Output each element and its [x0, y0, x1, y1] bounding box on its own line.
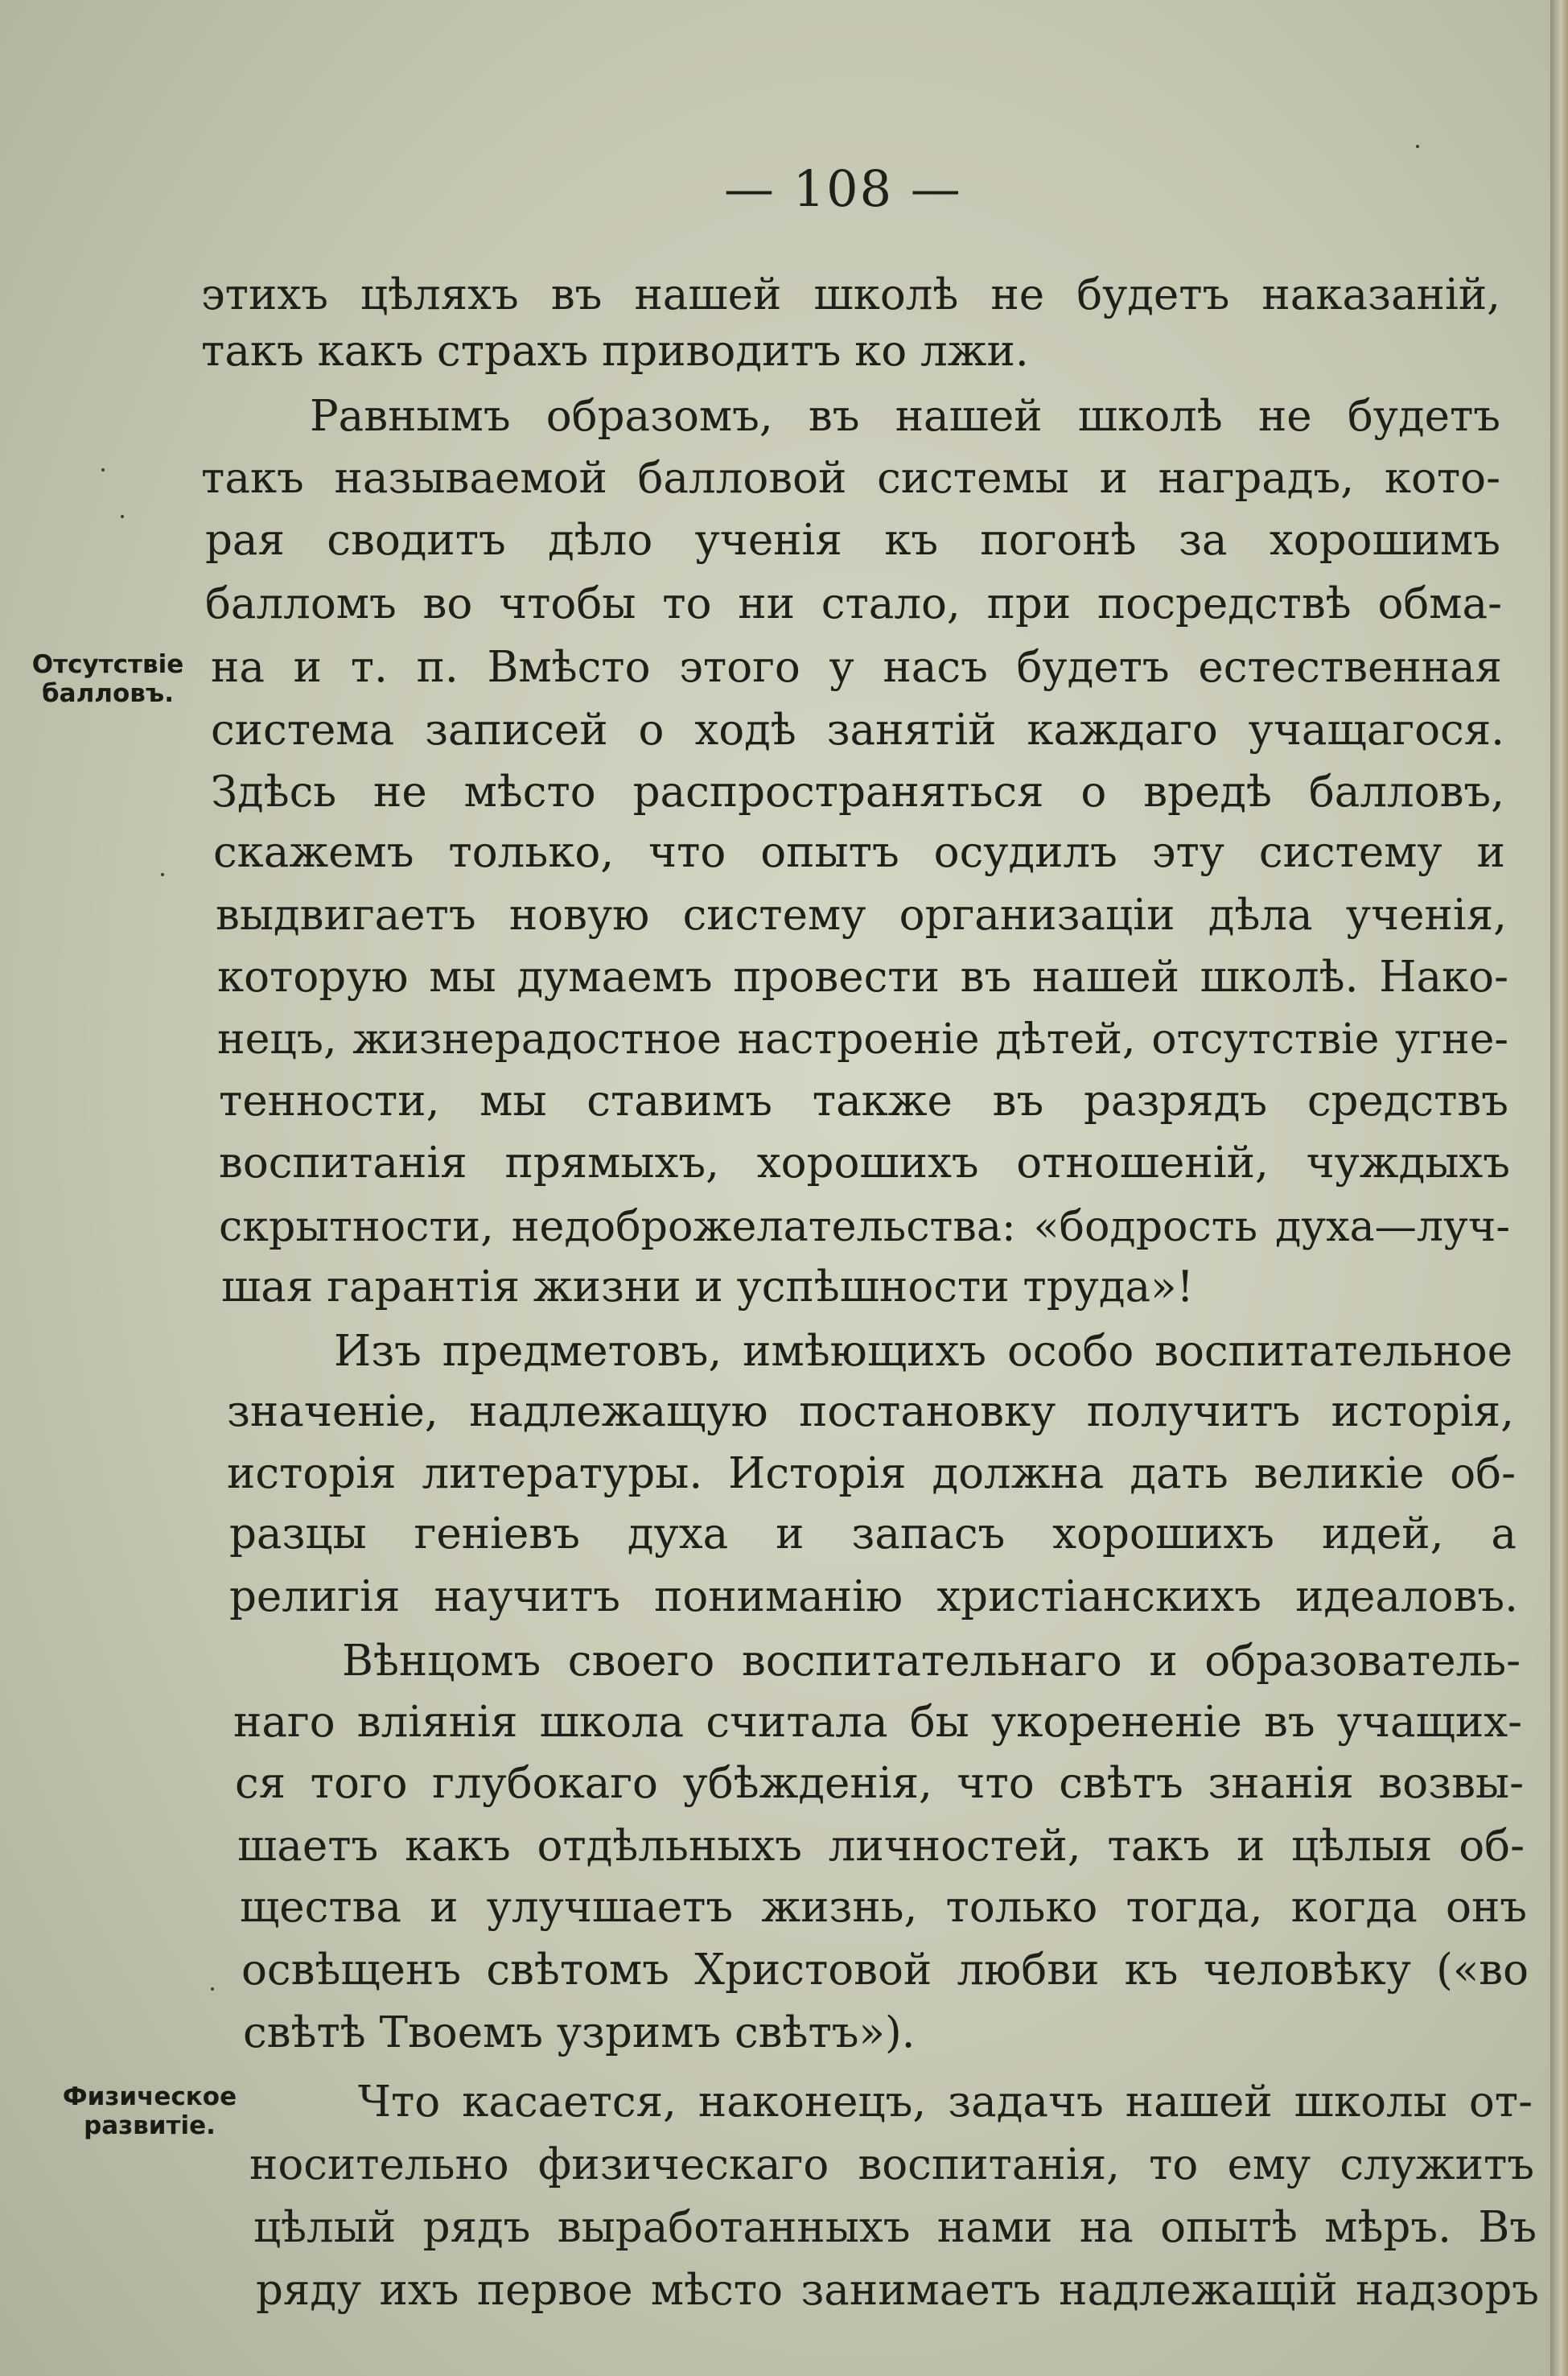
- text-line: исторія литературы. Исторія должна дать великіе об-: [227, 1449, 1516, 1498]
- text-line: которую мы думаемъ провести въ нашей школѣ. Нако-: [217, 953, 1508, 1002]
- paper-speck: [1416, 145, 1419, 148]
- text-line: Изъ предметовъ, имѣющихъ особо воспитательное: [334, 1327, 1512, 1376]
- paper-speck: [101, 468, 105, 471]
- text-line: цѣлый рядъ выработанныхъ нами на опытѣ мѣръ. Въ: [253, 2203, 1537, 2252]
- text-line: свѣтѣ Твоемъ узримъ свѣтъ»).: [243, 2008, 916, 2057]
- margin-note-line: развитіе.: [84, 2111, 216, 2140]
- text-line: шаетъ какъ отдѣльныхъ личностей, такъ и цѣлыя об-: [237, 1822, 1525, 1871]
- text-line: наго вліянія школа считала бы укорененіе въ учащих-: [233, 1698, 1522, 1747]
- paper-speck: [211, 1987, 214, 1991]
- text-line: ряду ихъ первое мѣсто занимаетъ надлежащій надзоръ: [256, 2266, 1539, 2315]
- text-line: нецъ, жизнерадостное настроеніе дѣтей, отсутствіе угне-: [217, 1015, 1508, 1064]
- margin-note-grades: [23, 650, 193, 708]
- text-line: ся того глубокаго убѣжденія, что свѣтъ знанія возвы-: [235, 1759, 1524, 1808]
- text-line: такъ называемой балловой системы и наградъ, кото-: [201, 454, 1500, 503]
- text-line: выдвигаетъ новую систему организаціи дѣла ученія,: [216, 891, 1507, 940]
- page-number: — 108 —: [724, 159, 962, 218]
- text-line: скажемъ только, что опытъ осудилъ эту систему и: [213, 828, 1505, 877]
- text-line: воспитанія прямыхъ, хорошихъ отношеній, чуждыхъ: [219, 1139, 1510, 1188]
- text-line: религія научитъ пониманію христіанскихъ идеаловъ.: [229, 1572, 1518, 1621]
- margin-note-physical: [50, 2082, 249, 2140]
- text-line: освѣщенъ свѣтомъ Христовой любви къ человѣку («во: [241, 1946, 1529, 1995]
- text-line: Что касается, наконецъ, задачъ нашей школы от-: [358, 2077, 1533, 2127]
- paper-speck: [121, 515, 124, 518]
- text-line: щества и улучшаетъ жизнь, только тогда, когда онъ: [240, 1883, 1527, 1932]
- text-line: тенности, мы ставимъ также въ разрядъ средствъ: [219, 1077, 1508, 1126]
- text-line: система записей о ходѣ занятій каждаго учащагося.: [211, 706, 1504, 755]
- text-line: такъ какъ страхъ приводитъ ко лжи.: [201, 327, 1029, 376]
- text-line: Равнымъ образомъ, въ нашей школѣ не будетъ: [310, 392, 1500, 441]
- text-line: этихъ цѣляхъ въ нашей школѣ не будетъ наказаній,: [201, 270, 1500, 319]
- text-line: Вѣнцомъ своего воспитательнаго и образователь-: [342, 1637, 1521, 1686]
- margin-note-line: балловъ.: [42, 679, 174, 708]
- paper-speck: [161, 873, 164, 876]
- text-line: значеніе, надлежащую постановку получитъ исторія,: [227, 1387, 1514, 1436]
- text-line: носительно физическаго воспитанія, то ему служитъ: [249, 2140, 1534, 2189]
- text-line: скрытности, недоброжелательства: «бодрость духа—луч-: [219, 1203, 1510, 1251]
- page-edge: [1550, 0, 1568, 2376]
- margin-note-line: Отсутствіе: [31, 650, 184, 679]
- text-line: Здѣсь не мѣсто распространяться о вредѣ балловъ,: [211, 768, 1504, 817]
- text-line: рая сводитъ дѣло ученія къ погонѣ за хорошимъ: [205, 516, 1500, 565]
- text-line: разцы геніевъ духа и запасъ хорошихъ идей, а: [229, 1509, 1517, 1559]
- text-line: на и т. п. Вмѣсто этого у насъ будетъ естественная: [211, 643, 1502, 692]
- text-line: балломъ во чтобы то ни стало, при посредствѣ обма-: [205, 579, 1502, 628]
- text-line: шая гарантія жизни и успѣшности труда»!: [221, 1262, 1194, 1312]
- margin-note-line: Физическое: [62, 2082, 237, 2111]
